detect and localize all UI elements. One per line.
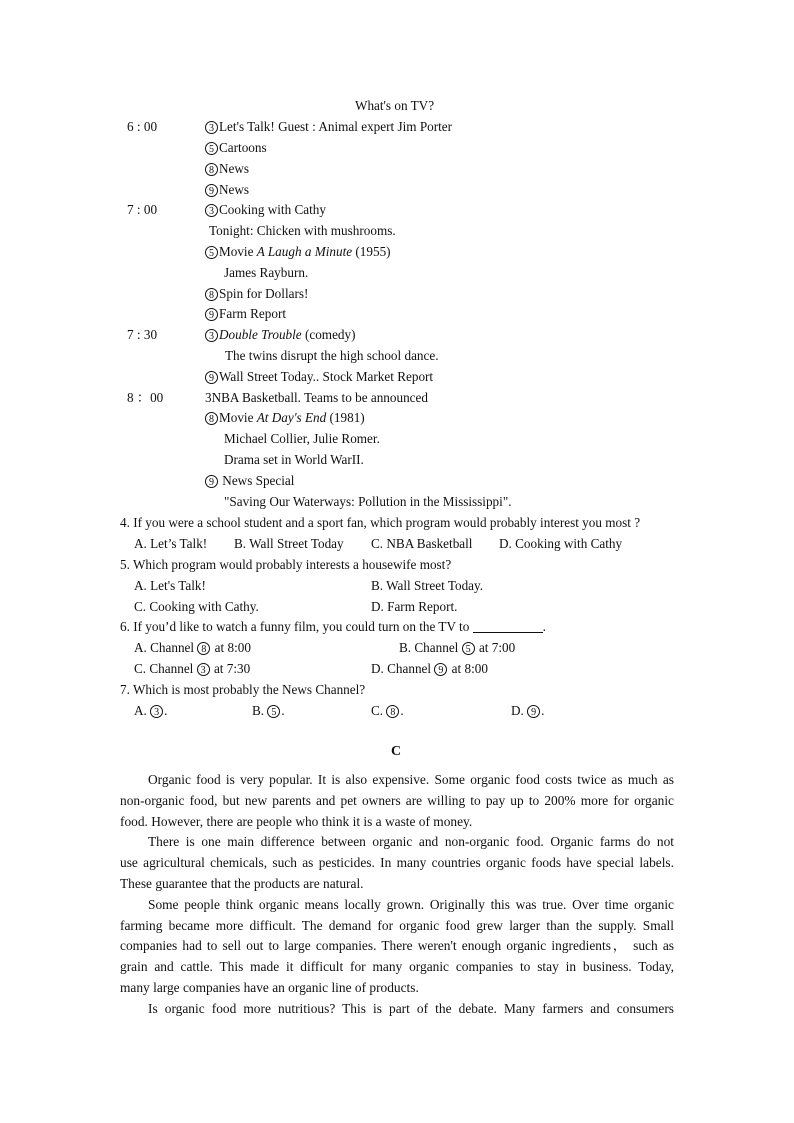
channel-9-icon: 9 xyxy=(205,371,218,384)
question-stem: 5. Which program would probably interests a housewife most? xyxy=(120,557,452,572)
time-slot: 7 : 30 xyxy=(127,327,158,342)
answer-option: B. Channel 5 at 7:00 xyxy=(399,640,516,655)
program-entry: 3 Double Trouble (comedy) xyxy=(205,327,356,343)
time-slot: 6 : 00 xyxy=(127,119,158,134)
channel-9-icon: 9 xyxy=(434,663,447,676)
program-note: Michael Collier, Julie Romer. xyxy=(224,431,380,446)
channel-3-icon: 3 xyxy=(150,705,163,718)
program-entry: 9 News Special xyxy=(205,473,294,489)
passage-line: many large companies have an organic line of products. xyxy=(120,979,419,995)
channel-8-icon: 8 xyxy=(205,412,218,425)
channel-9-icon: 9 xyxy=(527,705,540,718)
passage-line: food. However, there are people who think it is a waste of money. xyxy=(120,813,473,829)
answer-option: A. 3 . xyxy=(134,703,168,718)
passage-line: non-organic food, but new parents and pet owners are willing to pay up to 200% more for organic xyxy=(120,792,674,808)
channel-5-icon: 5 xyxy=(205,142,218,155)
program-entry: 9 News xyxy=(205,182,249,198)
program-note: James Rayburn. xyxy=(224,265,309,280)
answer-option: D. Farm Report. xyxy=(371,599,458,614)
channel-3-icon: 3 xyxy=(205,121,218,134)
program-entry: 3 Cooking with Cathy xyxy=(205,202,326,218)
answer-option: D. Channel 9 at 8:00 xyxy=(371,661,488,676)
program-entry: 8 Spin for Dollars! xyxy=(205,286,308,302)
passage-line: grain and cattle. This made it difficult for many organic companies to stay in business. Today, xyxy=(120,959,674,975)
program-entry: 9 Wall Street Today.. Stock Market Report xyxy=(205,369,433,385)
program-entry: 9 Farm Report xyxy=(205,306,286,322)
channel-8-icon: 8 xyxy=(386,705,399,718)
program-note: "Saving Our Waterways: Pollution in the Mississippi". xyxy=(224,494,512,509)
answer-option: B. 5 . xyxy=(252,703,285,718)
program-entry: 5 Movie A Laugh a Minute (1955) xyxy=(205,244,391,260)
program-entry: 3NBA Basketball. Teams to be announced xyxy=(205,390,428,405)
movie-title: At Day's End xyxy=(256,410,327,425)
channel-8-icon: 8 xyxy=(197,642,210,655)
question-stem: 6. If you’d like to watch a funny film, you could turn on the TV to . xyxy=(120,619,546,634)
channel-5-icon: 5 xyxy=(205,246,218,259)
answer-option: C. Cooking with Cathy. xyxy=(134,599,259,614)
movie-title: A Laugh a Minute xyxy=(256,244,353,259)
channel-5-icon: 5 xyxy=(462,642,475,655)
question-stem: 4. If you were a school student and a sport fan, which program would probably interest you most ? xyxy=(120,515,641,530)
answer-option: D. Cooking with Cathy xyxy=(499,536,623,551)
answer-option: C. NBA Basketball xyxy=(371,536,473,551)
program-entry: 8 News xyxy=(205,161,249,177)
channel-8-icon: 8 xyxy=(205,163,218,176)
answer-option: B. Wall Street Today. xyxy=(371,578,484,593)
program-entry: 3 Let's Talk! Guest : Animal expert Jim Porter xyxy=(205,119,452,135)
program-note: The twins disrupt the high school dance. xyxy=(225,348,439,363)
answer-option: A. Let's Talk! xyxy=(134,578,206,593)
channel-9-icon: 9 xyxy=(205,184,218,197)
answer-option: A. Channel 8 at 8:00 xyxy=(134,640,251,655)
passage-line: farming became more difficult. The demand for organic food grew larger than the supply. Small xyxy=(120,917,674,933)
channel-8-icon: 8 xyxy=(205,288,218,301)
channel-5-icon: 5 xyxy=(267,705,280,718)
answer-option: C. 8 . xyxy=(371,703,404,718)
program-note: Drama set in World WarII. xyxy=(224,452,364,467)
passage-line: Some people think organic means locally grown. Originally this was true. Over time organic xyxy=(148,896,674,912)
program-note: Tonight: Chicken with mushrooms. xyxy=(209,223,396,238)
program-entry: 5 Cartoons xyxy=(205,140,267,156)
channel-3-icon: 3 xyxy=(205,204,218,217)
show-title: Double Trouble xyxy=(219,327,302,342)
time-slot: 7 : 00 xyxy=(127,202,158,217)
channel-9-icon: 9 xyxy=(205,308,218,321)
answer-option: C. Channel 3 at 7:30 xyxy=(134,661,251,676)
section-title: C xyxy=(391,744,402,759)
answer-option: B. Wall Street Today xyxy=(234,536,344,551)
passage-line: Organic food is very popular. It is also expensive. Some organic food costs twice as much as xyxy=(148,772,674,787)
channel-3-icon: 3 xyxy=(197,663,210,676)
channel-9-icon: 9 xyxy=(205,475,218,488)
passage-line: There is one main difference between organic and non-organic food. Organic farms do not xyxy=(148,834,674,850)
question-stem: 7. Which is most probably the News Channel? xyxy=(120,682,366,697)
schedule-title: What's on TV? xyxy=(355,98,435,113)
passage-line: use agricultural chemicals, such as pesticides. In many countries organic foods have special labels. xyxy=(120,855,674,871)
time-slot: 8 ：00 xyxy=(127,390,164,405)
program-entry: 8 Movie At Day's End (1981) xyxy=(205,410,365,426)
answer-option: A. Let’s Talk! xyxy=(134,536,208,551)
passage-line: These guarantee that the products are natural. xyxy=(120,875,364,891)
passage-line: companies had to sell out to large companies. There weren't enough organic ingredients， such as xyxy=(120,938,674,954)
reading-passage xyxy=(120,770,674,1020)
answer-blank xyxy=(473,620,543,633)
channel-3-label: 3 xyxy=(205,390,212,405)
channel-3-icon: 3 xyxy=(205,329,218,342)
passage-line: Is organic food more nutritious? This is part of the debate. Many farmers and consumers xyxy=(148,1000,674,1016)
answer-option: D. 9 . xyxy=(511,703,545,718)
